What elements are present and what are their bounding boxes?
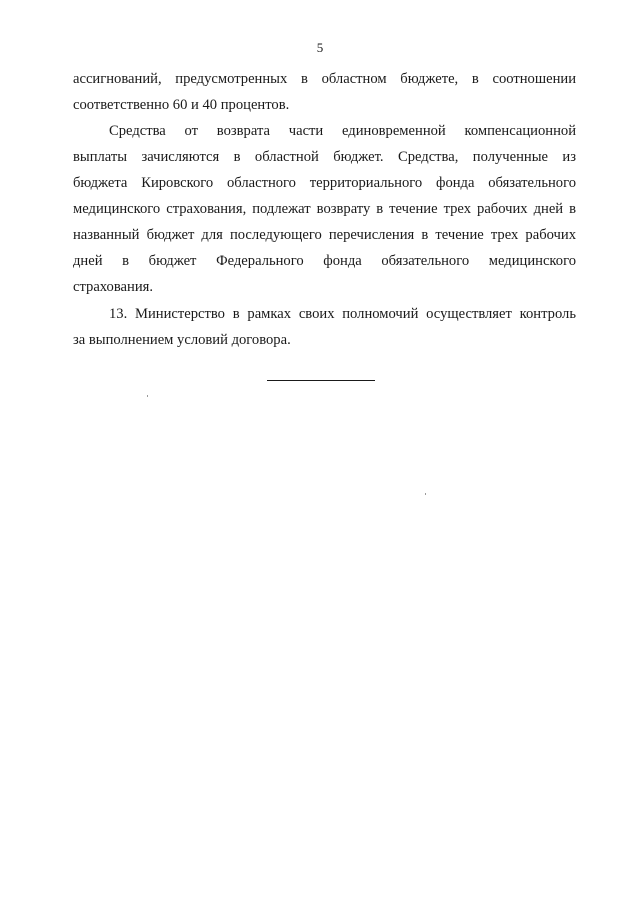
page-number: 5 [316,40,324,55]
text-line: бюджета Кировского областного территориального фонда обязательного [73,175,576,191]
paragraph-refund-funds [73,118,576,300]
paragraph-ministry-control [73,301,576,353]
text-line: дней в бюджет Федерального фонда обязательного медицинского [73,253,576,269]
text-line: соответственно 60 и 40 процентов. [73,97,290,113]
text-line: ассигнований, предусмотренных в областном бюджете, в соотношении [73,71,576,87]
paragraph-allocations [73,66,576,118]
text-line: Средства от возврата части единовременной компенсационной [109,123,576,139]
text-line: 13. Министерство в рамках своих полномочий осуществляет контроль [109,306,576,322]
text-line: названный бюджет для последующего перечисления в течение трех рабочих [73,227,576,243]
scan-speck [147,395,148,397]
text-line: страхования. [73,279,154,295]
text-line: выплаты зачисляются в областной бюджет. Средства, полученные из [73,149,576,165]
end-separator-line [267,380,375,381]
scan-speck [425,493,426,495]
text-line: за выполнением условий договора. [73,332,291,348]
text-line: медицинского страхования, подлежат возврату в течение трех рабочих дней в [73,201,576,217]
